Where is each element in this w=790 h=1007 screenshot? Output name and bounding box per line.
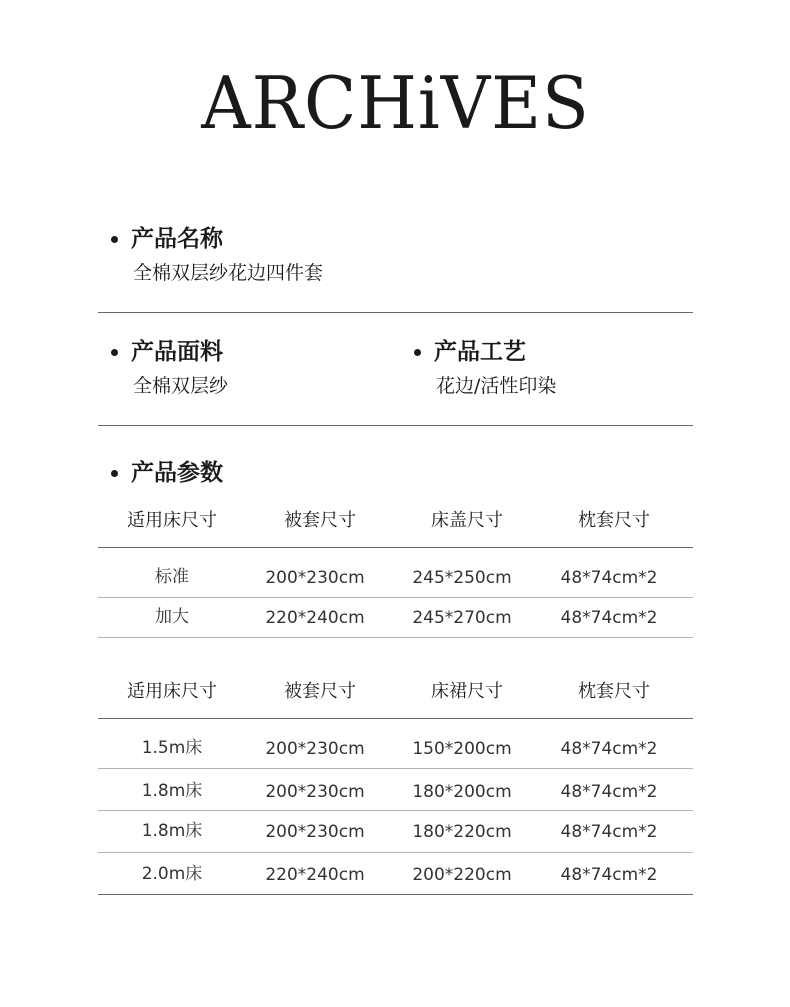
- table-cell: 1.8m床: [141, 821, 203, 841]
- craft-heading: 产品工艺: [434, 339, 526, 365]
- table-cell: 48*74cm*2: [560, 739, 658, 759]
- bullet-icon: [111, 470, 118, 477]
- table-cell: 1.5m床: [141, 738, 203, 758]
- table-cell: 200*230cm: [265, 822, 365, 842]
- row-divider: [98, 852, 693, 853]
- bullet-icon: [414, 349, 421, 356]
- table-cell: 200*230cm: [265, 568, 365, 588]
- brand-logo-text: ARCHiVES: [200, 61, 590, 145]
- table-cell: 245*270cm: [412, 608, 512, 628]
- table-cell: 200*230cm: [265, 782, 365, 802]
- table-cell: 加大: [155, 607, 189, 627]
- table-cell: 标准: [155, 567, 189, 587]
- section-divider: [98, 312, 693, 313]
- table-cell: 180*200cm: [412, 782, 512, 802]
- table2-header-duvet: 被套尺寸: [284, 681, 356, 702]
- table1-header-duvet: 被套尺寸: [284, 510, 356, 531]
- table-cell: 245*250cm: [412, 568, 512, 588]
- table2-header-bed: 适用床尺寸: [127, 681, 217, 702]
- params-heading: 产品参数: [131, 460, 223, 486]
- table-header-rule: [98, 547, 693, 548]
- table-cell: 220*240cm: [265, 865, 365, 885]
- table-cell: 2.0m床: [141, 864, 203, 884]
- table1-header-pillowcase: 枕套尺寸: [578, 510, 650, 531]
- row-divider: [98, 810, 693, 811]
- table-cell: 1.8m床: [141, 781, 203, 801]
- craft-value: 花边/活性印染: [436, 375, 557, 397]
- table-cell: 48*74cm*2: [560, 608, 658, 628]
- table-cell: 220*240cm: [265, 608, 365, 628]
- table-cell: 200*220cm: [412, 865, 512, 885]
- table-cell: 48*74cm*2: [560, 822, 658, 842]
- table2-header-bedskirt: 床裙尺寸: [431, 681, 503, 702]
- table-cell: 200*230cm: [265, 739, 365, 759]
- brand-logo: [0, 58, 790, 148]
- table-cell: 48*74cm*2: [560, 782, 658, 802]
- table-cell: 48*74cm*2: [560, 568, 658, 588]
- row-divider: [98, 637, 693, 638]
- section-divider: [98, 425, 693, 426]
- table-header-rule: [98, 718, 693, 719]
- table2-header-pillowcase: 枕套尺寸: [578, 681, 650, 702]
- table-cell: 180*220cm: [412, 822, 512, 842]
- row-divider: [98, 597, 693, 598]
- table-cell: 150*200cm: [412, 739, 512, 759]
- fabric-value: 全棉双层纱: [133, 375, 229, 397]
- table1-header-bed: 适用床尺寸: [127, 510, 217, 531]
- product-name-heading: 产品名称: [131, 226, 223, 252]
- table1-header-coverlet: 床盖尺寸: [431, 510, 503, 531]
- bullet-icon: [111, 236, 118, 243]
- bullet-icon: [111, 349, 118, 356]
- table-cell: 48*74cm*2: [560, 865, 658, 885]
- fabric-heading: 产品面料: [131, 339, 223, 365]
- table-bottom-rule: [98, 894, 693, 895]
- row-divider: [98, 768, 693, 769]
- product-name-value: 全棉双层纱花边四件套: [133, 262, 324, 284]
